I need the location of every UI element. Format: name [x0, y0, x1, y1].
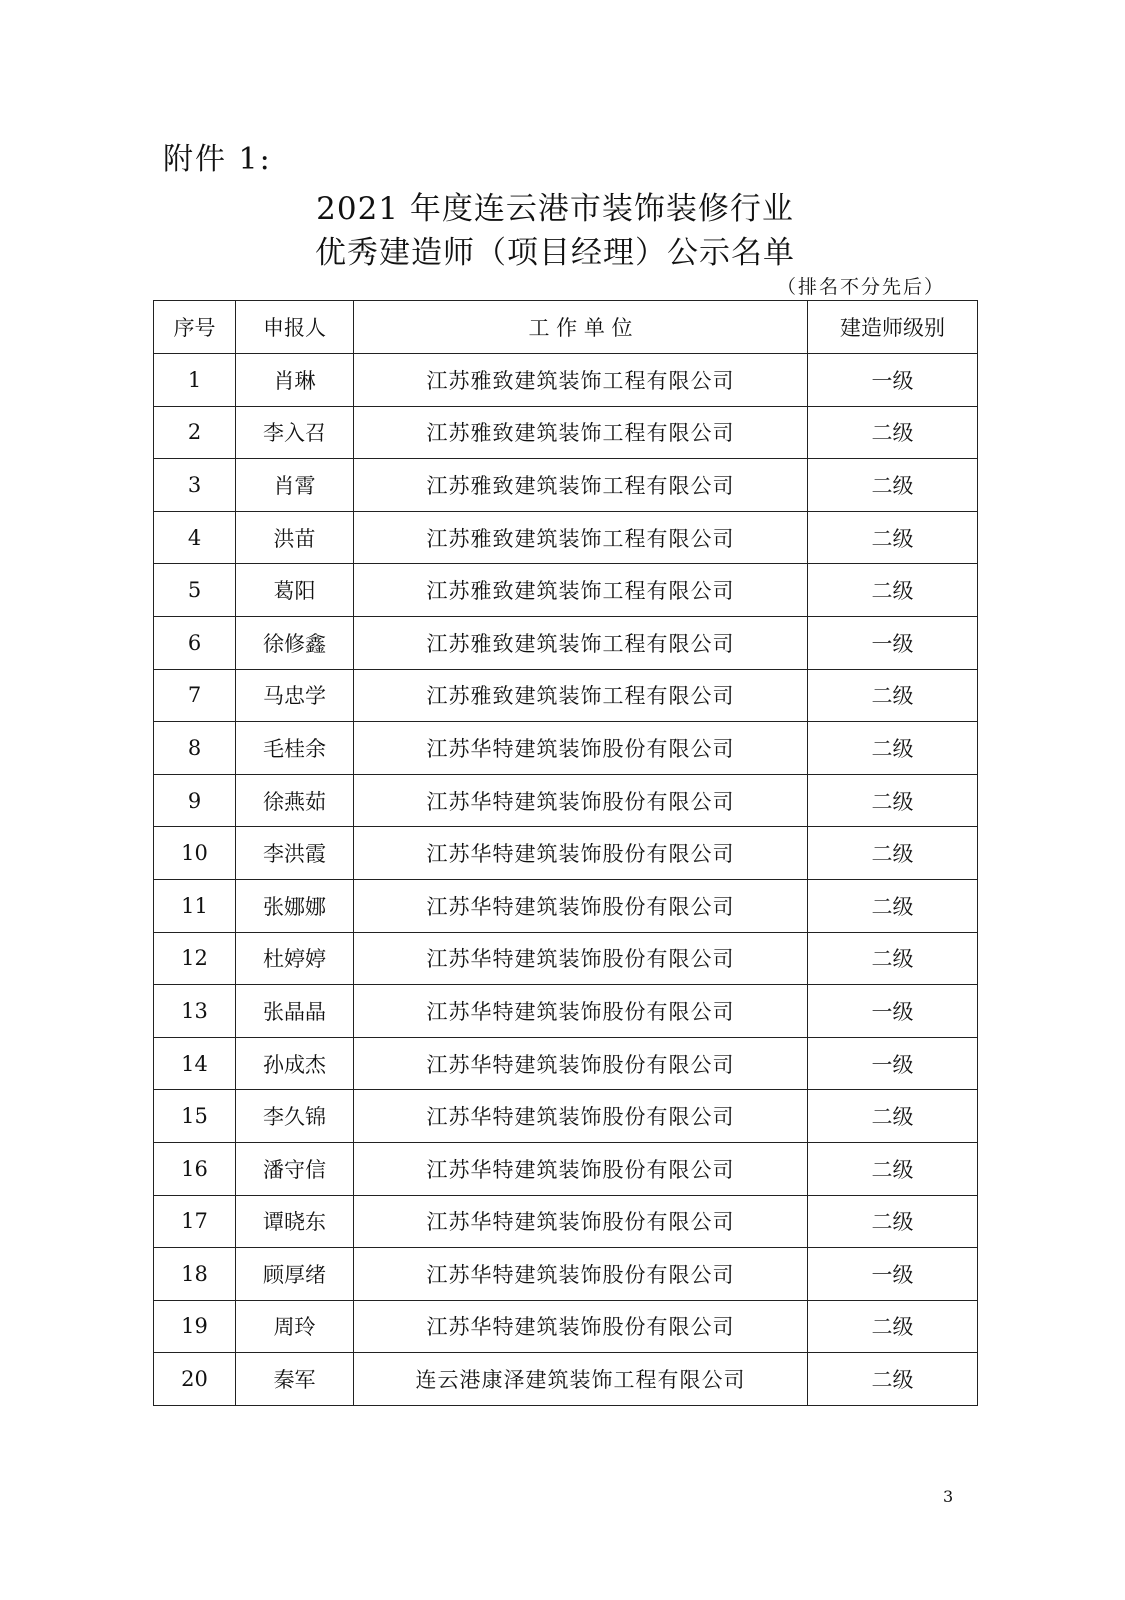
cell-serial-no: 13: [154, 985, 236, 1038]
cell-applicant: 肖琳: [236, 354, 354, 407]
table-row: [154, 827, 978, 880]
table-row: [154, 722, 978, 775]
table-row: [154, 985, 978, 1038]
cell-builder-level: 二级: [808, 459, 978, 512]
table-row: [154, 1248, 978, 1301]
table-row: [154, 1090, 978, 1143]
table-body: [154, 354, 978, 1406]
cell-work-unit: 江苏华特建筑装饰股份有限公司: [354, 1300, 808, 1353]
cell-serial-no: 15: [154, 1090, 236, 1143]
cell-applicant: 徐燕茹: [236, 774, 354, 827]
cell-builder-level: 一级: [808, 616, 978, 669]
cell-serial-no: 19: [154, 1300, 236, 1353]
cell-serial-no: 17: [154, 1195, 236, 1248]
cell-serial-no: 7: [154, 669, 236, 722]
cell-serial-no: 10: [154, 827, 236, 880]
cell-serial-no: 5: [154, 564, 236, 617]
cell-work-unit: 江苏华特建筑装饰股份有限公司: [354, 722, 808, 775]
cell-work-unit: 江苏华特建筑装饰股份有限公司: [354, 879, 808, 932]
cell-serial-no: 2: [154, 406, 236, 459]
cell-serial-no: 18: [154, 1248, 236, 1301]
cell-work-unit: 江苏华特建筑装饰股份有限公司: [354, 985, 808, 1038]
table-row: [154, 406, 978, 459]
cell-work-unit: 江苏华特建筑装饰股份有限公司: [354, 1037, 808, 1090]
cell-builder-level: 二级: [808, 1090, 978, 1143]
cell-serial-no: 9: [154, 774, 236, 827]
cell-applicant: 李入召: [236, 406, 354, 459]
header-applicant: 申报人: [236, 301, 354, 354]
roster-table: [153, 300, 978, 1406]
cell-work-unit: 连云港康泽建筑装饰工程有限公司: [354, 1353, 808, 1406]
cell-serial-no: 16: [154, 1142, 236, 1195]
table-row: [154, 564, 978, 617]
cell-builder-level: 二级: [808, 406, 978, 459]
cell-work-unit: 江苏雅致建筑装饰工程有限公司: [354, 669, 808, 722]
cell-applicant: 洪苗: [236, 511, 354, 564]
cell-applicant: 葛阳: [236, 564, 354, 617]
table-row: [154, 1142, 978, 1195]
cell-work-unit: 江苏华特建筑装饰股份有限公司: [354, 774, 808, 827]
cell-serial-no: 8: [154, 722, 236, 775]
table-header-row: [154, 301, 978, 354]
cell-builder-level: 二级: [808, 1195, 978, 1248]
cell-builder-level: 一级: [808, 354, 978, 407]
cell-builder-level: 二级: [808, 1300, 978, 1353]
cell-builder-level: 二级: [808, 1142, 978, 1195]
cell-applicant: 张娜娜: [236, 879, 354, 932]
document-title-line-2: 优秀建造师（项目经理）公示名单: [315, 235, 795, 271]
cell-applicant: 毛桂余: [236, 722, 354, 775]
cell-applicant: 李洪霞: [236, 827, 354, 880]
cell-applicant: 马忠学: [236, 669, 354, 722]
cell-builder-level: 二级: [808, 774, 978, 827]
table-row: [154, 774, 978, 827]
table-row: [154, 1037, 978, 1090]
cell-work-unit: 江苏华特建筑装饰股份有限公司: [354, 932, 808, 985]
cell-work-unit: 江苏华特建筑装饰股份有限公司: [354, 827, 808, 880]
cell-builder-level: 二级: [808, 827, 978, 880]
cell-applicant: 秦军: [236, 1353, 354, 1406]
cell-applicant: 孙成杰: [236, 1037, 354, 1090]
document-title-line-1: 2021 年度连云港市装饰装修行业: [316, 191, 794, 227]
header-work-unit: 工 作 单 位: [354, 301, 808, 354]
cell-builder-level: 一级: [808, 985, 978, 1038]
table-row: [154, 459, 978, 512]
page-number: 3: [943, 1487, 954, 1506]
cell-work-unit: 江苏雅致建筑装饰工程有限公司: [354, 616, 808, 669]
cell-builder-level: 二级: [808, 932, 978, 985]
cell-applicant: 周玲: [236, 1300, 354, 1353]
cell-builder-level: 一级: [808, 1037, 978, 1090]
cell-work-unit: 江苏华特建筑装饰股份有限公司: [354, 1090, 808, 1143]
table-row: [154, 932, 978, 985]
cell-applicant: 潘守信: [236, 1142, 354, 1195]
cell-applicant: 张晶晶: [236, 985, 354, 1038]
cell-builder-level: 二级: [808, 879, 978, 932]
ranking-note: （排名不分先后）: [776, 276, 945, 298]
cell-serial-no: 4: [154, 511, 236, 564]
table-row: [154, 616, 978, 669]
table-row: [154, 511, 978, 564]
cell-applicant: 李久锦: [236, 1090, 354, 1143]
table-row: [154, 354, 978, 407]
cell-builder-level: 二级: [808, 564, 978, 617]
table-row: [154, 879, 978, 932]
cell-work-unit: 江苏雅致建筑装饰工程有限公司: [354, 406, 808, 459]
cell-serial-no: 12: [154, 932, 236, 985]
cell-applicant: 谭晓东: [236, 1195, 354, 1248]
cell-work-unit: 江苏雅致建筑装饰工程有限公司: [354, 511, 808, 564]
cell-serial-no: 6: [154, 616, 236, 669]
table-row: [154, 1195, 978, 1248]
table-row: [154, 1353, 978, 1406]
cell-builder-level: 一级: [808, 1248, 978, 1301]
cell-serial-no: 14: [154, 1037, 236, 1090]
cell-builder-level: 二级: [808, 1353, 978, 1406]
cell-serial-no: 11: [154, 879, 236, 932]
cell-serial-no: 1: [154, 354, 236, 407]
cell-builder-level: 二级: [808, 511, 978, 564]
cell-work-unit: 江苏华特建筑装饰股份有限公司: [354, 1195, 808, 1248]
cell-work-unit: 江苏华特建筑装饰股份有限公司: [354, 1142, 808, 1195]
cell-serial-no: 3: [154, 459, 236, 512]
cell-builder-level: 二级: [808, 722, 978, 775]
cell-applicant: 顾厚绪: [236, 1248, 354, 1301]
table-row: [154, 1300, 978, 1353]
cell-work-unit: 江苏雅致建筑装饰工程有限公司: [354, 459, 808, 512]
cell-applicant: 肖霄: [236, 459, 354, 512]
cell-work-unit: 江苏雅致建筑装饰工程有限公司: [354, 354, 808, 407]
header-builder-level: 建造师级别: [808, 301, 978, 354]
cell-builder-level: 二级: [808, 669, 978, 722]
cell-work-unit: 江苏华特建筑装饰股份有限公司: [354, 1248, 808, 1301]
header-serial-no: 序号: [154, 301, 236, 354]
table-row: [154, 669, 978, 722]
cell-applicant: 徐修鑫: [236, 616, 354, 669]
cell-work-unit: 江苏雅致建筑装饰工程有限公司: [354, 564, 808, 617]
cell-serial-no: 20: [154, 1353, 236, 1406]
attachment-label: 附件 1:: [163, 142, 272, 177]
cell-applicant: 杜婷婷: [236, 932, 354, 985]
